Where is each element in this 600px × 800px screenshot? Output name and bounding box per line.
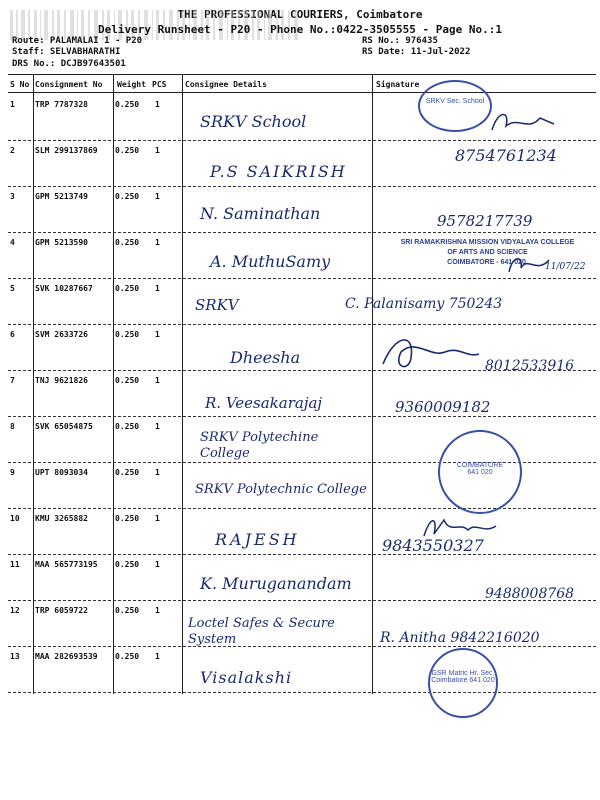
pcs: 1 [155,376,160,385]
consignee-name: Visalakshi [200,668,293,687]
col-consignee: Consignee Details [185,80,267,89]
table-row [0,186,600,232]
pcs: 1 [155,238,160,247]
weight: 0.250 [115,100,140,109]
staff: Staff: SELVABHARATHI [12,47,121,57]
weight: 0.250 [115,606,140,615]
pcs: 1 [155,100,160,109]
consignee-name: K. Muruganandam [200,574,352,593]
pcs: 1 [155,606,160,615]
consignment-no: TNJ 9621826 [35,376,88,385]
consignment-no: MAA 282693539 [35,652,98,661]
table-row [0,646,600,692]
consignee-name: A. MuthuSamy [210,252,331,271]
consignment-no: UPT 8093034 [35,468,88,477]
consignment-no: TRP 6059722 [35,606,88,615]
weight: 0.250 [115,422,140,431]
rs-date: RS Date: 11-Jul-2022 [362,47,471,57]
table-row [0,508,600,554]
header-rule [8,92,596,93]
col-consignment: Consignment No [35,80,103,89]
table-row [0,140,600,186]
drs-number: DRS No.: DCJB97643501 [12,59,126,69]
sno: 12 [10,606,20,615]
consignment-no: SLM 299137869 [35,146,98,155]
school-stamp: SRKV Sec. School [418,80,492,132]
sno: 13 [10,652,20,661]
consignee-name: SRKV Polytechine College [200,430,319,461]
col-weight: Weight [117,80,146,89]
consignment-no: SVK 65054875 [35,422,93,431]
weight: 0.250 [115,376,140,385]
pcs: 1 [155,652,160,661]
weight: 0.250 [115,514,140,523]
consignment-no: KMU 3265882 [35,514,88,523]
sno: 4 [10,238,15,247]
sno: 5 [10,284,15,293]
consignment-no: GPM 5213590 [35,238,88,247]
consignee-name: SRKV School [200,112,307,131]
consignee-name: Dheesha [230,348,301,367]
weight: 0.250 [115,468,140,477]
sno: 11 [10,560,20,569]
phone-note: 9578217739 [437,212,533,230]
company-title: THE PROFESSIONAL COURIERS, Coimbatore [177,8,423,21]
consignment-no: TRP 7787328 [35,100,88,109]
sno: 9 [10,468,15,477]
consignee-name: R. Veesakarajaj [205,394,323,412]
weight: 0.250 [115,284,140,293]
consignee-name: SRKV Polytechnic College [195,482,367,497]
sno: 6 [10,330,15,339]
pcs: 1 [155,146,160,155]
sno: 2 [10,146,15,155]
pcs: 1 [155,192,160,201]
table-row [0,324,600,374]
pcs: 1 [155,468,160,477]
row-divider [8,692,596,693]
signature-mark [505,252,555,278]
phone-note: 8012533916 [485,358,575,374]
phone-note: 8754761234 [455,146,557,165]
consignment-no: SVM 2633726 [35,330,88,339]
table-top-rule [8,74,596,75]
sno: 7 [10,376,15,385]
table-row [0,554,600,600]
consignment-no: GPM 5213749 [35,192,88,201]
col-signature: Signature [376,80,420,89]
weight: 0.250 [115,652,140,661]
consignee-name: Loctel Safes & Secure System [188,616,335,647]
signature-mark [375,328,485,378]
signature-mark [420,512,500,542]
matric-school-stamp: GSR Matric Hr. Sec. Coimbatore 641 020 [428,648,498,718]
pcs: 1 [155,422,160,431]
consignee-name: P.S SAIKRISH [210,162,347,181]
sno: 1 [10,100,15,109]
weight: 0.250 [115,560,140,569]
phone-note: 9488008768 [485,586,575,602]
sno: 3 [10,192,15,201]
phone-note: 9843550327 [382,536,484,555]
weight: 0.250 [115,238,140,247]
college-stamp: SRI RAMAKRISHNA MISSION VIDYALAYA COLLEGE OF ARTS AND SCIENCE COIMBATORE - 641 020. [400,239,575,266]
pcs: 1 [155,560,160,569]
runsheet-subtitle: Delivery Runsheet - P20 - Phone No.:0422-3505555 - Page No.:1 [98,23,502,36]
signature-mark [488,108,558,138]
sno: 10 [10,514,20,523]
date-note: 11/07/22 [545,262,586,272]
weight: 0.250 [115,192,140,201]
table-row [0,278,600,324]
col-sno: S No [10,80,30,89]
weight: 0.250 [115,330,140,339]
table-row [0,370,600,416]
pcs: 1 [155,330,160,339]
receiver-note: C. Palanisamy 750243 [345,296,503,312]
pcs: 1 [155,514,160,523]
consignment-no: MAA 565773195 [35,560,98,569]
sno: 8 [10,422,15,431]
consignee-name: SRKV [195,296,239,314]
col-pcs: PCS [152,80,167,89]
consignee-name: RAJESH [215,530,300,549]
consignee-name: N. Saminathan [200,204,321,223]
consignment-no: SVK 10287667 [35,284,93,293]
table-row [0,600,600,646]
college-round-stamp: COIMBATORE 641 020 [438,430,522,514]
route: Route: PALAMALAI 1 - P20 [12,36,143,46]
weight: 0.250 [115,146,140,155]
receiver-note: R. Anitha 9842216020 [380,630,540,646]
phone-note: 9360009182 [395,398,491,416]
rs-number: RS No.: 976435 [362,36,438,46]
pcs: 1 [155,284,160,293]
